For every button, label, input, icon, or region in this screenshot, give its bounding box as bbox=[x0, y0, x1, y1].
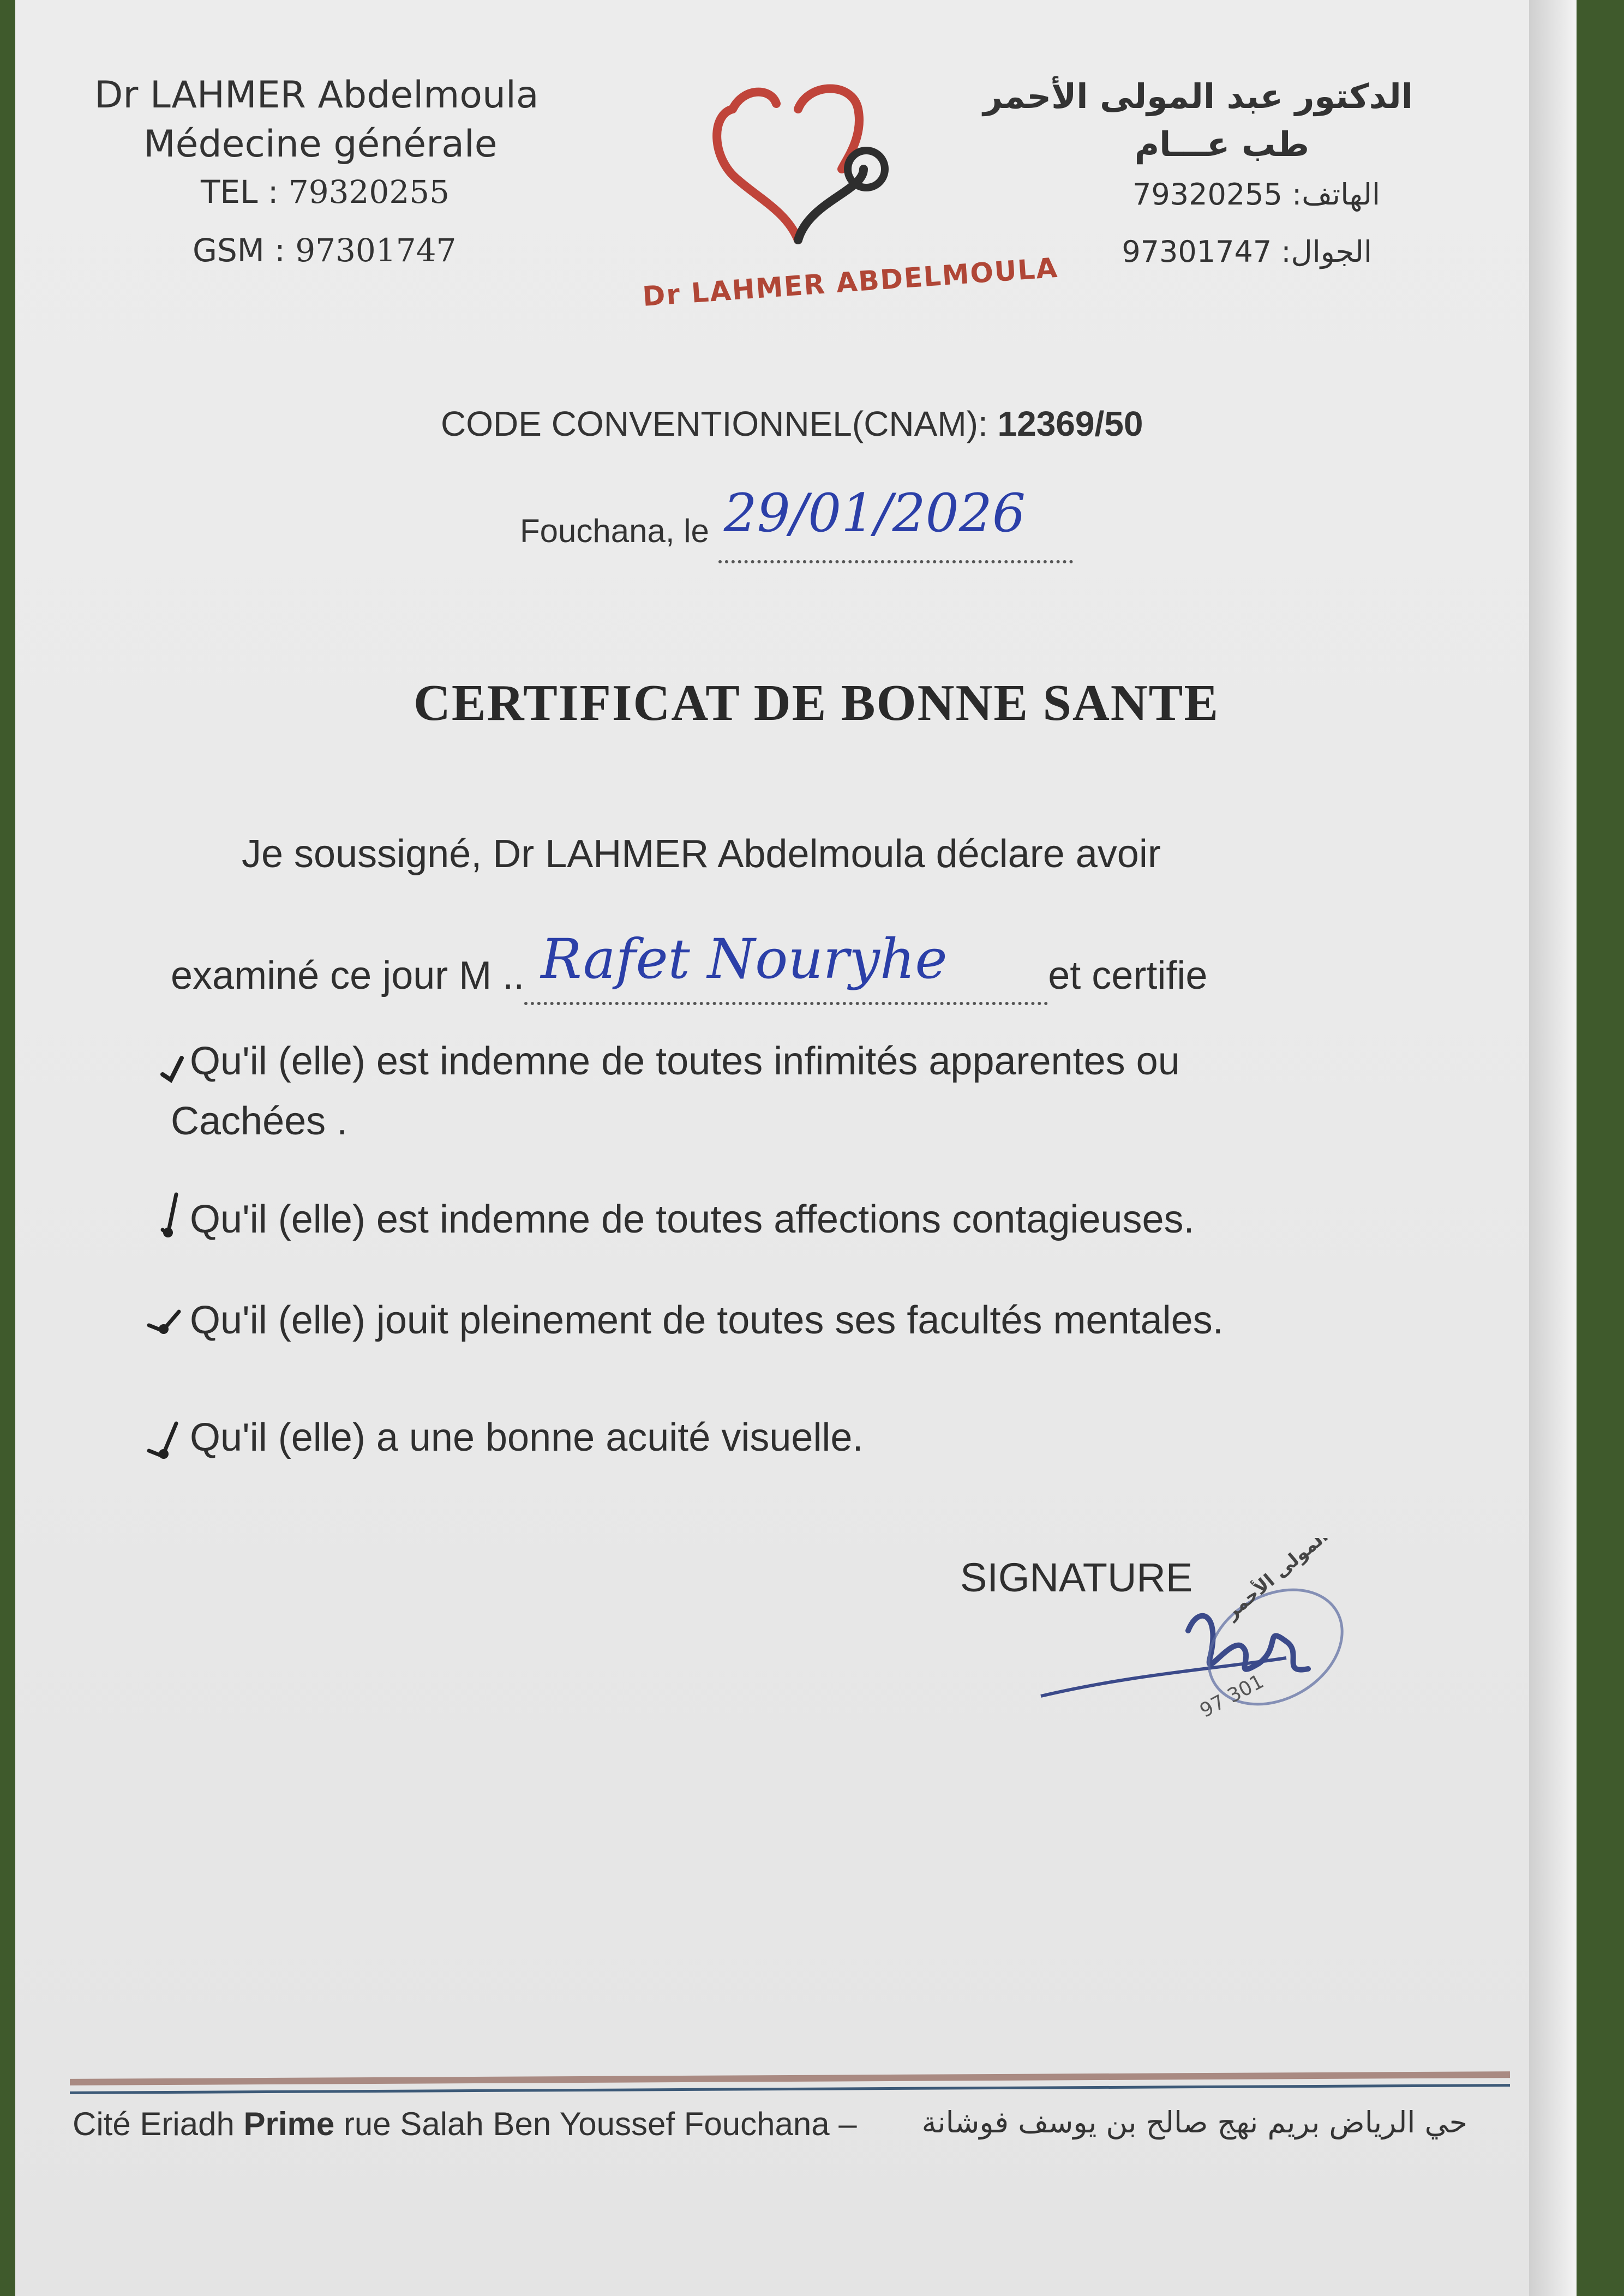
specialty-fr: Médecine générale bbox=[143, 123, 498, 166]
tel-label: TEL : bbox=[201, 173, 289, 211]
code-conventionnel bbox=[441, 404, 1143, 444]
footer-address-bold: Prime bbox=[243, 2106, 335, 2142]
footer-divider bbox=[70, 2071, 1510, 2085]
date-field bbox=[718, 483, 1073, 563]
tel-line bbox=[201, 173, 450, 211]
specialty-ar: طب عـــام bbox=[1134, 124, 1309, 164]
signature-label: SIGNATURE bbox=[960, 1555, 1193, 1600]
code-label: CODE CONVENTIONNEL(CNAM): bbox=[441, 404, 998, 443]
stamp-number: 97 301 bbox=[1196, 1670, 1268, 1722]
certificate-page bbox=[15, 0, 1577, 2296]
gsm-label: GSM : bbox=[193, 232, 296, 269]
page-edge bbox=[1529, 0, 1577, 2296]
date-handwritten: 29/01/2026 bbox=[723, 483, 1026, 544]
date-prefix: Fouchana, le bbox=[520, 513, 709, 549]
check-mark-icon bbox=[146, 1301, 184, 1342]
body-line-2 bbox=[171, 927, 1208, 1005]
item-2: Qu'il (elle) est indemne de toutes affections contagieuses. bbox=[190, 1198, 1195, 1241]
check-mark-icon bbox=[152, 1189, 184, 1241]
certificate-title: CERTIFICAT DE BONNE SANTE bbox=[414, 675, 1220, 731]
stethoscope-heart-icon bbox=[700, 76, 907, 254]
body-line-2-suffix: et certifie bbox=[1048, 954, 1208, 997]
check-mark-icon bbox=[146, 1418, 184, 1464]
check-mark-icon bbox=[160, 1053, 187, 1088]
footer-divider-thin bbox=[70, 2084, 1510, 2094]
tel-value: 79320255 bbox=[288, 173, 450, 211]
body-line-2-prefix: examiné ce jour M .. bbox=[171, 954, 525, 997]
gsm-line bbox=[193, 232, 456, 269]
footer-address bbox=[73, 2105, 857, 2143]
item-1-continued: Cachées . bbox=[171, 1099, 348, 1143]
date-line bbox=[520, 483, 1073, 558]
code-value: 12369/50 bbox=[997, 404, 1143, 443]
footer-address-post: rue Salah Ben Youssef Fouchana – bbox=[334, 2106, 857, 2142]
footer-address-pre: Cité Eriadh bbox=[73, 2106, 244, 2142]
doctor-stamp bbox=[1024, 1538, 1417, 1770]
patient-handwritten: Rafet Nouryhe bbox=[541, 927, 948, 991]
gsm-value: 97301747 bbox=[295, 232, 457, 269]
tel-ar: الهاتف: 79320255 bbox=[1132, 177, 1380, 212]
patient-name-field bbox=[524, 927, 1048, 1005]
stamp-text: الدكتور عبد المولى الأحمر bbox=[1221, 1538, 1416, 1624]
item-3: Qu'il (elle) jouit pleinement de toutes ses facultés mentales. bbox=[190, 1299, 1224, 1342]
logo-text: Dr LAHMER ABDELMOULA bbox=[641, 251, 1059, 312]
gsm-ar: الجوال: 97301747 bbox=[1122, 235, 1372, 269]
doctor-name-fr: Dr LAHMER Abdelmoula bbox=[94, 74, 539, 117]
item-4: Qu'il (elle) a une bonne acuité visuelle. bbox=[190, 1416, 864, 1459]
footer-address-ar: حي الرياض بريم نهج صالح بن يوسف فوشانة bbox=[921, 2105, 1467, 2139]
doctor-name-ar: الدكتور عبد المولى الأحمر bbox=[983, 76, 1413, 116]
body-line-1: Je soussigné, Dr LAHMER Abdelmoula déclare avoir bbox=[242, 832, 1161, 876]
item-1: Qu'il (elle) est indemne de toutes infimités apparentes ou bbox=[190, 1039, 1180, 1083]
